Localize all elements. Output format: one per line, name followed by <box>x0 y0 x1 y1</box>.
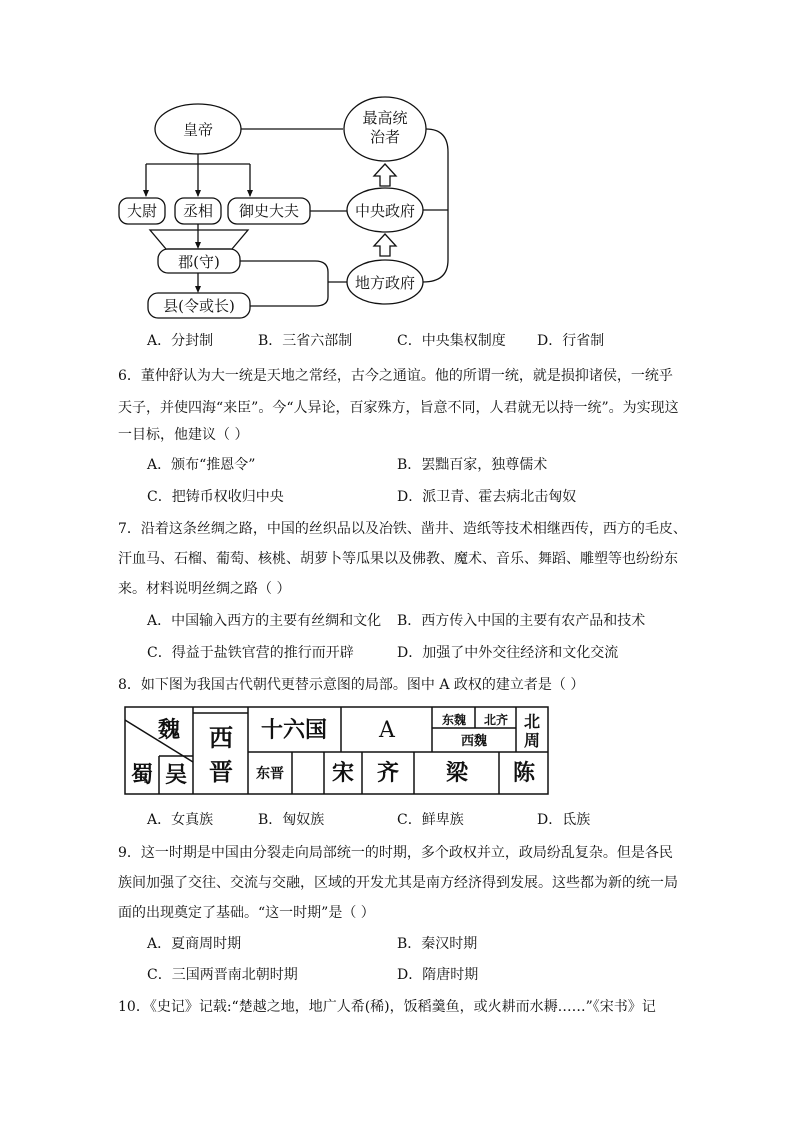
chen-label: 陈 <box>512 760 536 786</box>
central-label: 中央政府 <box>354 202 416 220</box>
q9-option-b: B．秦汉时期 <box>397 936 478 952</box>
q8-option-a: A．女真族 <box>147 812 214 828</box>
dynasty-chart <box>124 706 550 796</box>
wei-label: 魏 <box>157 717 181 743</box>
q10-line: 10．《史记》记载:“楚越之地，地广人希(稀)，饭稻羹鱼，或火耕而水耨……”《宋书》记 <box>118 999 656 1015</box>
dongjin-label: 东晋 <box>256 766 284 782</box>
q7-line-2: 汗血马、石榴、葡萄、核桃、胡萝卜等瓜果以及佛教、魔术、音乐、舞蹈、雕塑等也纷纷东 <box>118 551 678 567</box>
q6-line-1: 6．董仲舒认为大一统是天地之常经，古今之通谊。他的所谓一统，就是损抑诸侯，一统乎 <box>118 368 673 384</box>
q7-option-a: A．中国输入西方的主要有丝绸和文化 <box>147 613 382 629</box>
q9-option-a: A．夏商周时期 <box>147 936 242 952</box>
q9-line-2: 族间加强了交往、交流与交融，区域的开发尤其是南方经济得到发展。这些都为新的统一局 <box>118 875 678 891</box>
shu-label: 蜀 <box>130 762 154 788</box>
dongwei-label: 东魏 <box>441 713 467 727</box>
q9-option-d: D．隋唐时期 <box>397 967 479 983</box>
q5-option-c: C．中央集权制度 <box>397 333 506 349</box>
q9-line-1: 9．这一时期是中国由分裂走向局部统一的时期，多个政权并立，政局纷乱复杂。但是各民 <box>118 845 673 861</box>
jun-label: 郡(守) <box>178 253 220 271</box>
qi-label: 齐 <box>376 760 400 786</box>
q6-option-c: C．把铸币权收归中央 <box>147 489 284 505</box>
jin-label: 晋 <box>209 757 233 786</box>
local-label: 地方政府 <box>354 274 416 292</box>
chengxiang-label: 丞相 <box>182 202 214 220</box>
supreme-label-1: 最高统 <box>362 109 408 127</box>
q6-line-2: 天子，并使四海“来臣”。今“人异论，百家殊方，旨意不同，人君就无以持一统”。为实现这 <box>118 400 679 416</box>
q8-line: 8．如下图为我国古代朝代更替示意图的局部。图中 A 政权的建立者是（ ） <box>118 677 585 693</box>
wu-label: 吴 <box>164 762 188 788</box>
q5-option-a: A．分封制 <box>147 333 214 349</box>
regime-a-label: A <box>379 718 395 743</box>
up-arrow-icon <box>374 164 396 186</box>
zhou-label: 周 <box>523 731 541 750</box>
q7-option-b: B．西方传入中国的主要有农产品和技术 <box>397 613 646 629</box>
q8-option-d: D．氐族 <box>537 812 591 828</box>
taiwei-label: 大尉 <box>126 202 158 220</box>
up-arrow-icon <box>374 234 396 256</box>
q6-line-3: 一目标，他建议（ ） <box>118 427 249 443</box>
q7-line-3: 来。材料说明丝绸之路（ ） <box>118 581 291 597</box>
bei-label: 北 <box>523 712 541 731</box>
sixteen-kingdoms-label: 十六国 <box>260 717 328 743</box>
q7-option-c: C．得益于盐铁官营的推行而开辟 <box>147 645 354 661</box>
q9-line-3: 面的出现奠定了基础。“这一时期”是（ ） <box>118 905 375 921</box>
xi-label: 西 <box>209 723 233 752</box>
q6-option-d: D．派卫青、霍去病北击匈奴 <box>397 489 577 505</box>
song-label: 宋 <box>331 760 355 786</box>
q8-option-c: C．鲜卑族 <box>397 812 464 828</box>
emperor-label: 皇帝 <box>182 121 214 139</box>
q5-option-b: B．三省六部制 <box>258 333 353 349</box>
government-structure-diagram <box>110 92 460 324</box>
xiwei-label: 西魏 <box>460 734 488 749</box>
q6-option-b: B．罢黜百家，独尊儒术 <box>397 457 548 473</box>
q5-option-d: D．行省制 <box>537 333 605 349</box>
q9-option-c: C．三国两晋南北朝时期 <box>147 967 298 983</box>
liang-label: 梁 <box>445 760 469 786</box>
q6-option-a: A．颁布“推恩令” <box>147 457 256 473</box>
beiqi-label: 北齐 <box>483 713 509 727</box>
q7-line-1: 7．沿着这条丝绸之路，中国的丝织品以及冶铁、凿井、造纸等技术相继西传，西方的毛皮、 <box>118 521 687 537</box>
yushi-label: 御史大夫 <box>238 202 300 220</box>
q7-option-d: D．加强了中外交往经济和文化交流 <box>397 645 619 661</box>
xian-label: 县(令或长) <box>163 297 235 315</box>
supreme-label-2: 治者 <box>369 128 401 146</box>
q8-option-b: B．匈奴族 <box>258 812 325 828</box>
